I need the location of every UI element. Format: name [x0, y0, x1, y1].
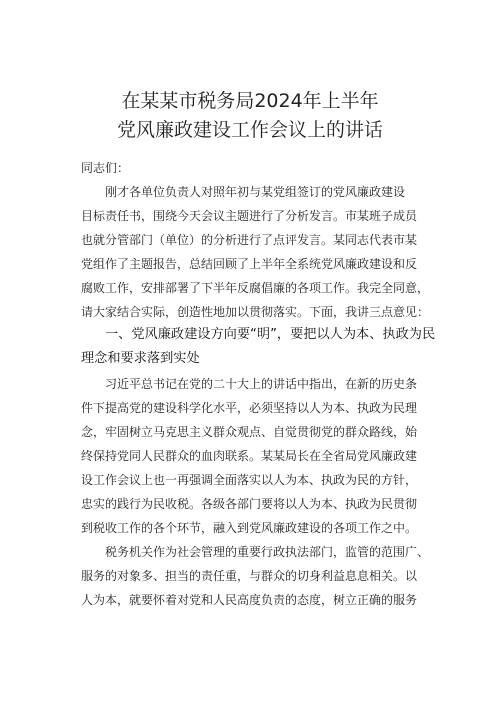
paragraph-2-line-7: 到税收工作的各个环节，融入到党风廉政建设的各项工作之中。: [81, 521, 418, 535]
paragraph-1-line-6: 请大家结合实际，创造性地加以贯彻落实。下面，我讲三点意见：: [81, 305, 430, 319]
paragraph-1-line-1: 刚才各单位负责人对照年初与某党组签订的党风廉政建设: [105, 185, 406, 199]
paragraph-3-line-1: 税务机关作为社会管理的重要行政执法部门，监管的范围广、: [105, 545, 430, 559]
paragraph-2-line-2: 件下提高党的建设科学化水平，必须坚持以人为本、执政为民理: [81, 401, 418, 415]
paragraph-1-line-4: 党组作了主题报告，总结回顾了上半年全系统党风廉政建设和反: [81, 257, 418, 271]
paragraph-2-line-6: 忠实的践行为民收税。各级各部门要将以人为本、执政为民贯彻: [81, 497, 418, 511]
paragraph-2-line-1: 习近平总书记在党的二十大上的讲话中指出，在新的历史条: [105, 377, 418, 391]
paragraph-3-line-2: 服务的对象多、担当的责任重，与群众的切身利益息息相关。以: [81, 569, 418, 583]
section-heading-1-line-2: 理念和要求落到实处: [81, 351, 200, 366]
section-heading-1-line-1: 一、党风廉政建设方向要“明”，要把以人为本、执政为民: [105, 327, 436, 342]
salutation: 同志们：: [81, 161, 130, 175]
document-title-line-1: 在某某市税务局2024年上半年: [121, 90, 379, 112]
paragraph-2-line-3: 念，牢固树立马克思主义群众观点、自觉贯彻党的群众路线，始: [81, 425, 418, 439]
paragraph-1-line-2: 目标责任书，围绕今天会议主题进行了分析发言。市某班子成员: [81, 209, 418, 223]
paragraph-3-line-3: 人为本，就要怀着对党和人民高度负责的态度，树立正确的服务: [81, 593, 418, 607]
document-title-line-2: 党风廉政建设工作会议上的讲话: [116, 119, 383, 141]
paragraph-2-line-4: 终保持党同人民群众的血肉联系。某某局长在全省局党风廉政建: [81, 449, 418, 463]
paragraph-2-line-5: 设工作会议上也一再强调全面落实以人为本、执政为民的方针，: [81, 473, 418, 487]
paragraph-1-line-5: 腐败工作，安排部署了下半年反腐倡廉的各项工作。我完全同意，: [81, 281, 430, 295]
paragraph-1-line-3: 也就分管部门（单位）的分析进行了点评发言。某同志代表市某: [81, 233, 418, 247]
